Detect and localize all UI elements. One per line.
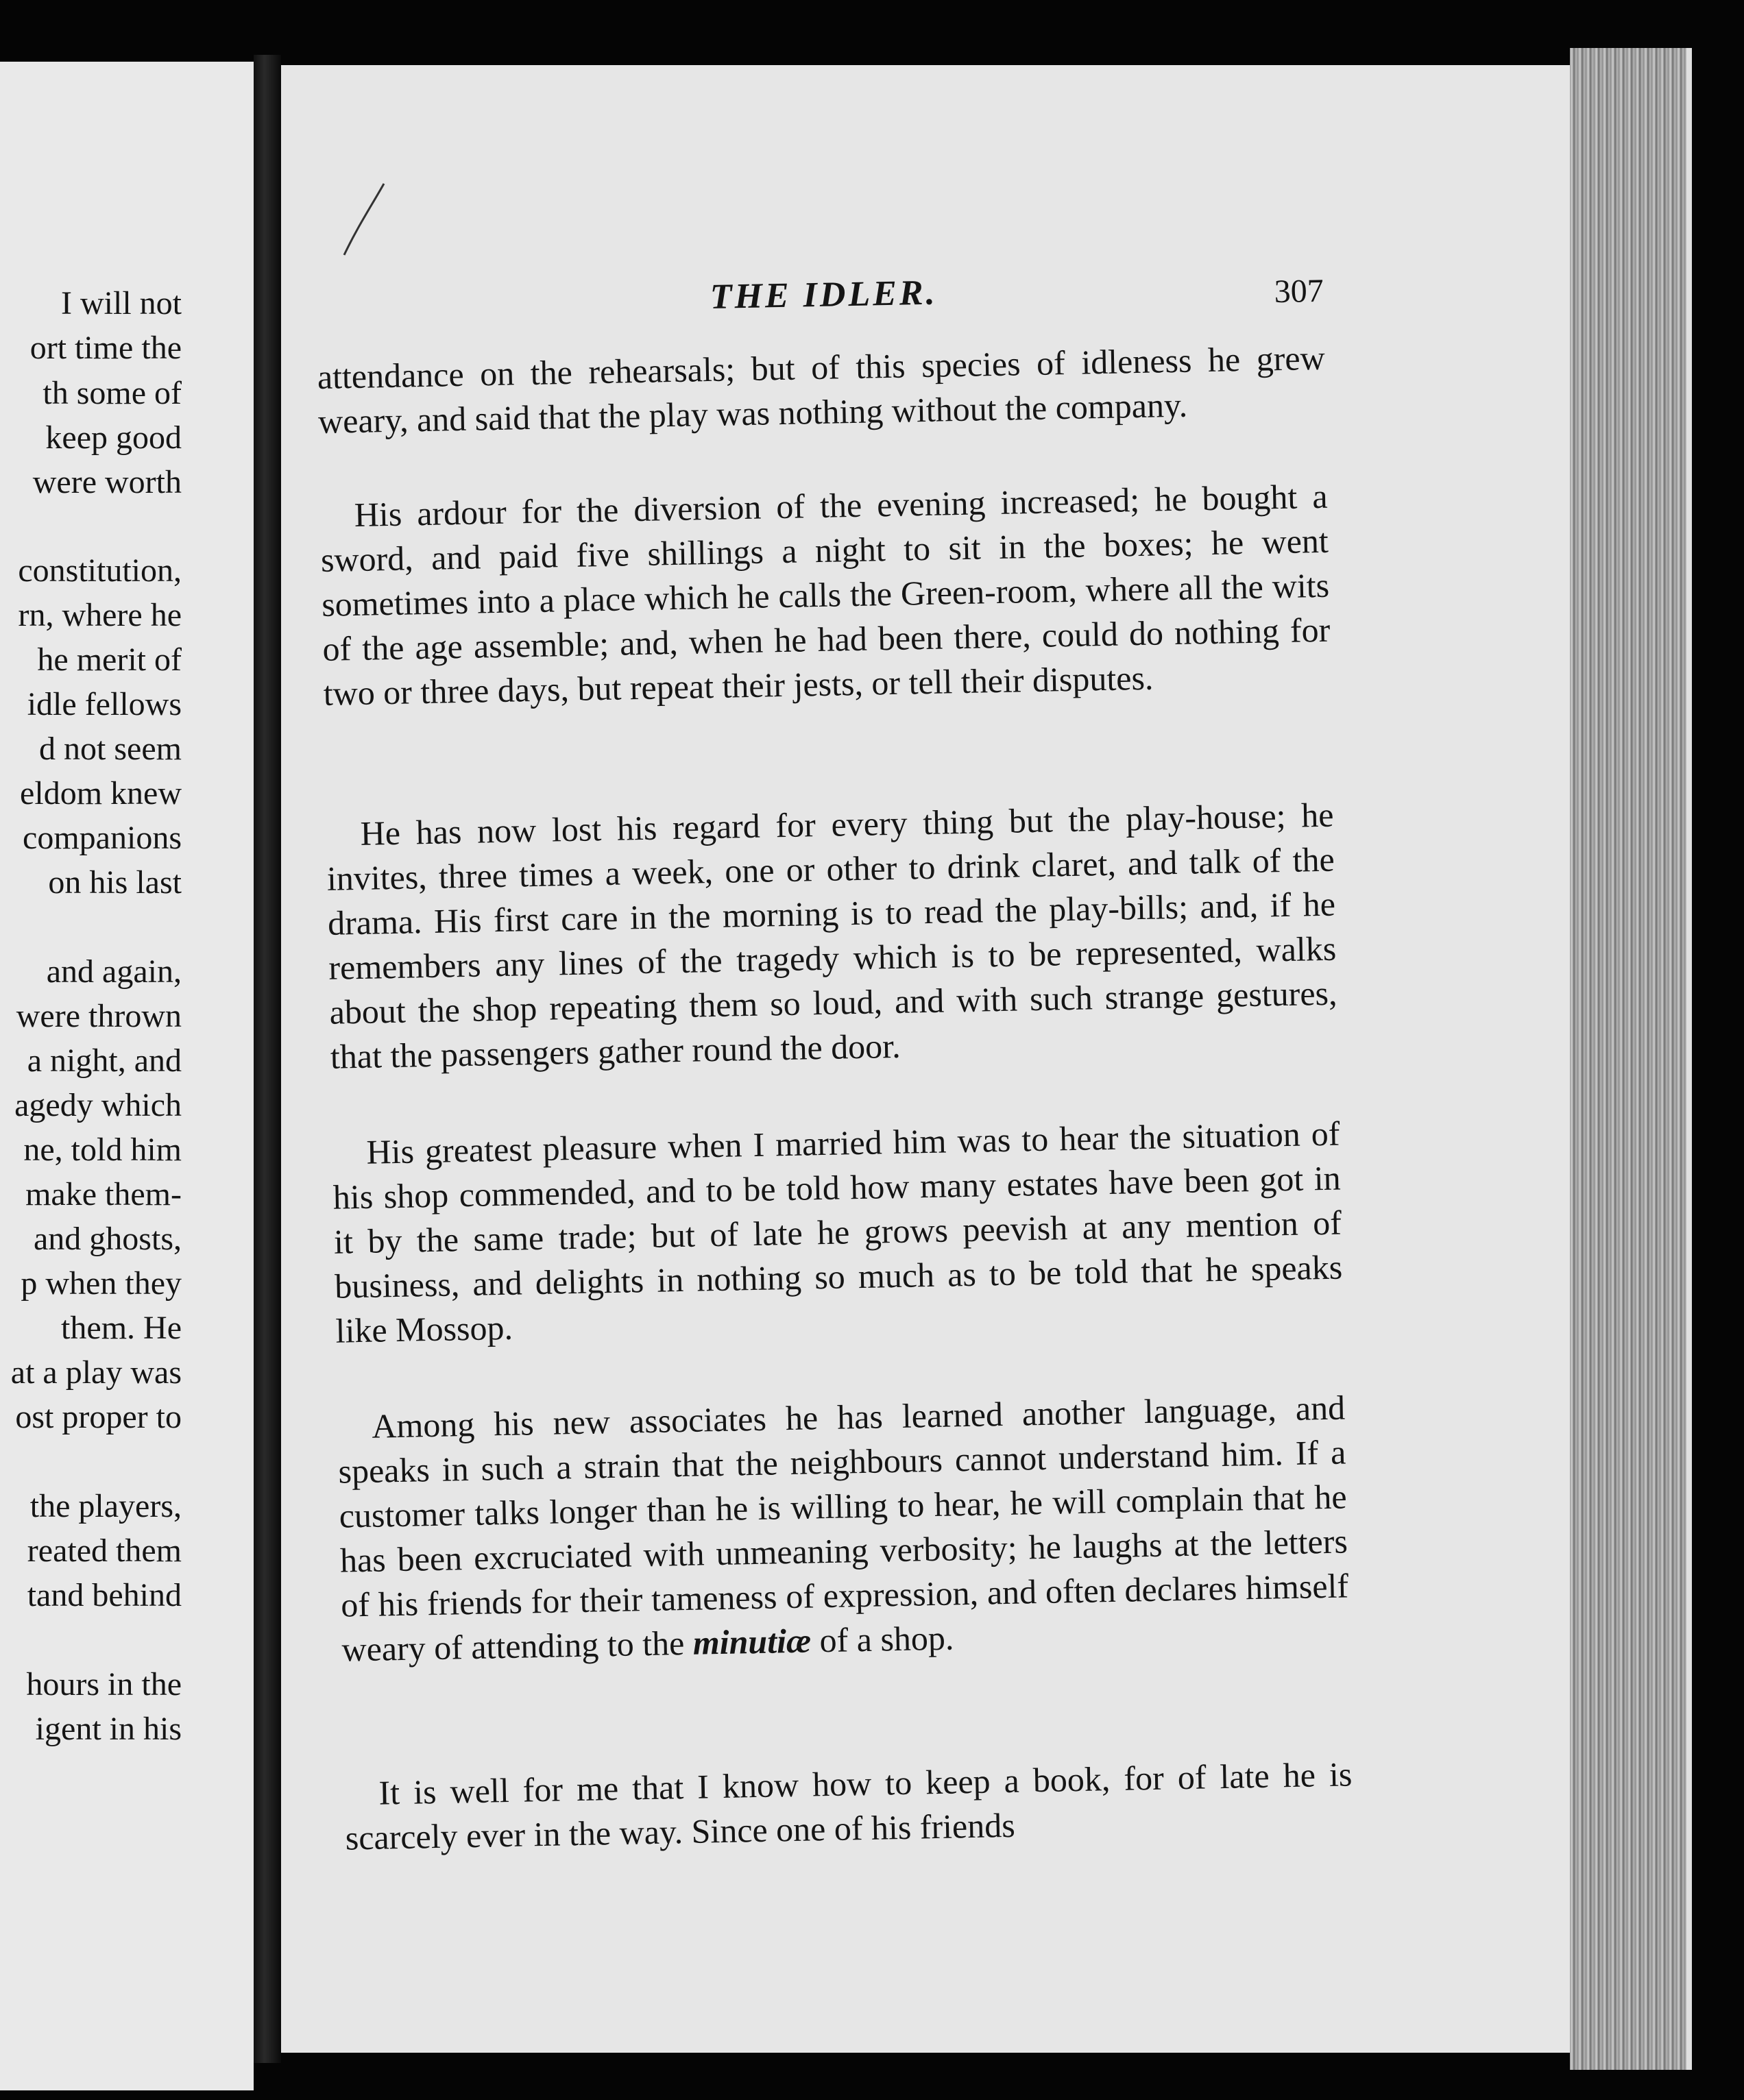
paragraph: attendance on the rehearsals; but of this species of idleness he grew weary, and said that the play was nothing without the company. [317, 338, 1326, 441]
left-page-line: and again, [46, 953, 182, 990]
left-page-line: ost proper to [15, 1399, 182, 1435]
left-page-line: constitution, [18, 552, 182, 589]
left-page-line: at a play was [10, 1354, 182, 1391]
page-edges [1570, 48, 1692, 2070]
running-head: THE IDLER. [710, 273, 938, 317]
left-page-line: igent in his [35, 1711, 182, 1747]
left-page-line: make them- [25, 1176, 182, 1212]
left-page-line: idle fellows [27, 686, 182, 722]
left-page-line: keep good [45, 419, 182, 456]
paragraph: His ardour for the diversion of the evening increased; he bought a sword, and paid five shillings a night to sit in the boxes; he went sometimes into a place which he calls the Green-room, where all the wits of the age assemble; and, when he had been there, could do nothing for two or three days, but repeat their jests, or tell their disputes. [320, 476, 1331, 713]
left-page-line: d not seem [39, 731, 182, 767]
paragraph: His greatest pleasure when I married him was to hear the situation of his shop commended, and to be told how many estates have been got in it by the same trade; but of late he grows peevish at any mention of business, and delights in nothing so much as to be told that he speaks like Mossop. [332, 1114, 1343, 1350]
left-page-line: I will not [61, 285, 182, 321]
paragraph: He has now lost his regard for every thing but the play-house; he invites, three times a week, one or other to drink claret, and talk of the drama. His first care in the morning is to read the play-bills; and, if he remembers any lines of the tragedy which is to be represented, walks about the shop repeating them so loud, and with such strange gestures, that the passengers gather round the door. [326, 795, 1337, 1076]
pencil-mark-icon [330, 178, 399, 260]
left-page-line: hours in the [26, 1666, 182, 1702]
left-page-line: he merit of [37, 642, 182, 678]
left-page-line: agedy which [14, 1087, 182, 1123]
left-page-line: ne, told him [23, 1132, 182, 1168]
left-page-line: companions [23, 820, 182, 856]
left-page-line: eldom knew [20, 775, 182, 811]
left-facing-page [0, 62, 254, 2090]
left-page-line: a night, and [27, 1042, 182, 1079]
left-page-line: tand behind [27, 1577, 182, 1613]
page-number: 307 [1274, 272, 1324, 310]
left-page-line: p when they [21, 1265, 182, 1302]
left-page-line: were worth [32, 464, 182, 500]
left-page-line: th some of [43, 375, 182, 411]
left-page-line: them. He [61, 1310, 182, 1346]
left-page-line: rn, where he [18, 597, 182, 633]
left-page-line: were thrown [16, 998, 182, 1034]
paragraph [337, 1385, 1350, 1672]
paragraph: It is well for me that I know how to keep a book, for of late he is scarcely ever in the way. Since one of his friends [345, 1755, 1353, 1857]
left-page-line: ort time the [29, 330, 182, 366]
emphasized-word: minutiæ [692, 1621, 812, 1662]
left-page-line: and ghosts, [34, 1221, 182, 1257]
left-page-line: the players, [29, 1488, 182, 1524]
left-page-line: on his last [48, 864, 182, 901]
paragraph-text: of a shop. [810, 1618, 954, 1660]
paragraph-text: Among his new associates he has learned another language, and speaks in such a strain that the neighbours cannot understand him. If a customer talks longer than he is willing to hear, he will complain that he has been excruciated with unmeaning verbosity; he laughs at the letters of his friends for their tameness of expression, and often declares himself weary of attending to the [338, 1388, 1349, 1669]
left-page-line: reated them [27, 1533, 182, 1569]
book-gutter [254, 55, 281, 2063]
